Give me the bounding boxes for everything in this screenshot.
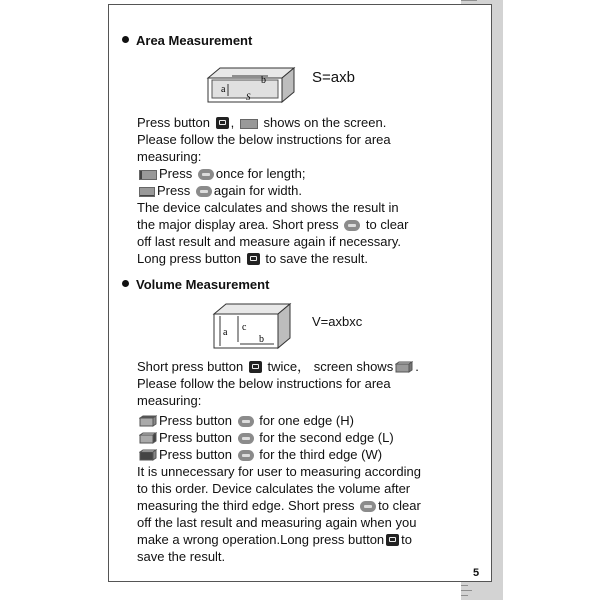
volume-line-2: Please follow the below instructions for area <box>137 376 391 391</box>
ruler-tick <box>461 590 472 591</box>
clear-button-icon <box>344 220 360 231</box>
volume-line-10: off the last result and measuring again when you <box>137 515 417 530</box>
box-icon <box>139 431 157 443</box>
box-icon <box>139 414 157 426</box>
area-line-9: Long press button to save the result. <box>137 251 368 266</box>
box-icon <box>139 448 157 460</box>
save-button-icon <box>386 534 399 546</box>
volume-line-4: Press button for one edge (H) <box>137 412 354 429</box>
ruler-tick <box>461 0 477 1</box>
area-line-1: Press button , shows on the screen. <box>137 115 387 130</box>
volume-line-5: Press button for the second edge (L) <box>137 429 394 446</box>
measure-button-icon <box>196 186 212 197</box>
area-formula: S=axb <box>312 69 355 86</box>
area-diagram <box>206 62 298 108</box>
ruler-tick <box>461 595 468 596</box>
measure-button-icon <box>198 169 214 180</box>
area-line-3: measuring: <box>137 149 202 164</box>
rectangle-icon <box>240 119 258 129</box>
page-number: 5 <box>473 567 480 579</box>
volume-diagram <box>212 302 292 350</box>
side-b-label: b <box>261 75 266 86</box>
volume-line-7: It is unnecessary for user to measuring according <box>137 464 421 479</box>
measure-button-icon <box>238 416 254 427</box>
measure-button-icon <box>238 433 254 444</box>
bullet-icon <box>122 36 129 43</box>
area-heading: Area Measurement <box>122 33 252 48</box>
area-line-5: Press again for width. <box>137 182 302 199</box>
ruler-tick <box>461 585 468 586</box>
edge-a-label: a <box>223 327 228 338</box>
length-icon <box>139 170 157 180</box>
area-line-6: The device calculates and shows the result in <box>137 200 399 215</box>
area-line-7: the major display area. Short press to clear <box>137 217 409 232</box>
volume-mode-button-icon <box>249 361 262 373</box>
edge-b-label: b <box>259 334 264 345</box>
edge-c-label: c <box>242 322 247 333</box>
volume-line-6: Press button for the third edge (W) <box>137 446 382 463</box>
width-icon <box>139 187 155 197</box>
volume-line-8: to this order. Device calculates the volume after <box>137 481 411 496</box>
volume-line-12: save the result. <box>137 549 226 564</box>
area-line-2: Please follow the below instructions for area <box>137 132 391 147</box>
side-a-label: a <box>221 84 226 95</box>
bullet-icon <box>122 280 129 287</box>
area-line-4: Press once for length; <box>137 165 305 182</box>
clear-button-icon <box>360 501 376 512</box>
volume-formula: V=axbxc <box>312 314 363 329</box>
save-button-icon <box>247 253 260 265</box>
measure-button-icon <box>238 450 254 461</box>
volume-line-9: measuring the third edge. Short press to clear <box>137 498 421 513</box>
volume-line-1: Short press button twice， screen shows . <box>137 359 419 374</box>
volume-line-3: measuring: <box>137 393 202 408</box>
box-icon <box>395 360 413 372</box>
volume-line-11: make a wrong operation.Long press button to <box>137 532 413 547</box>
area-mode-button-icon <box>216 117 229 129</box>
volume-heading: Volume Measurement <box>122 277 269 292</box>
area-line-8: off last result and measure again if necessary. <box>137 234 401 249</box>
area-s-label: S <box>246 92 251 102</box>
